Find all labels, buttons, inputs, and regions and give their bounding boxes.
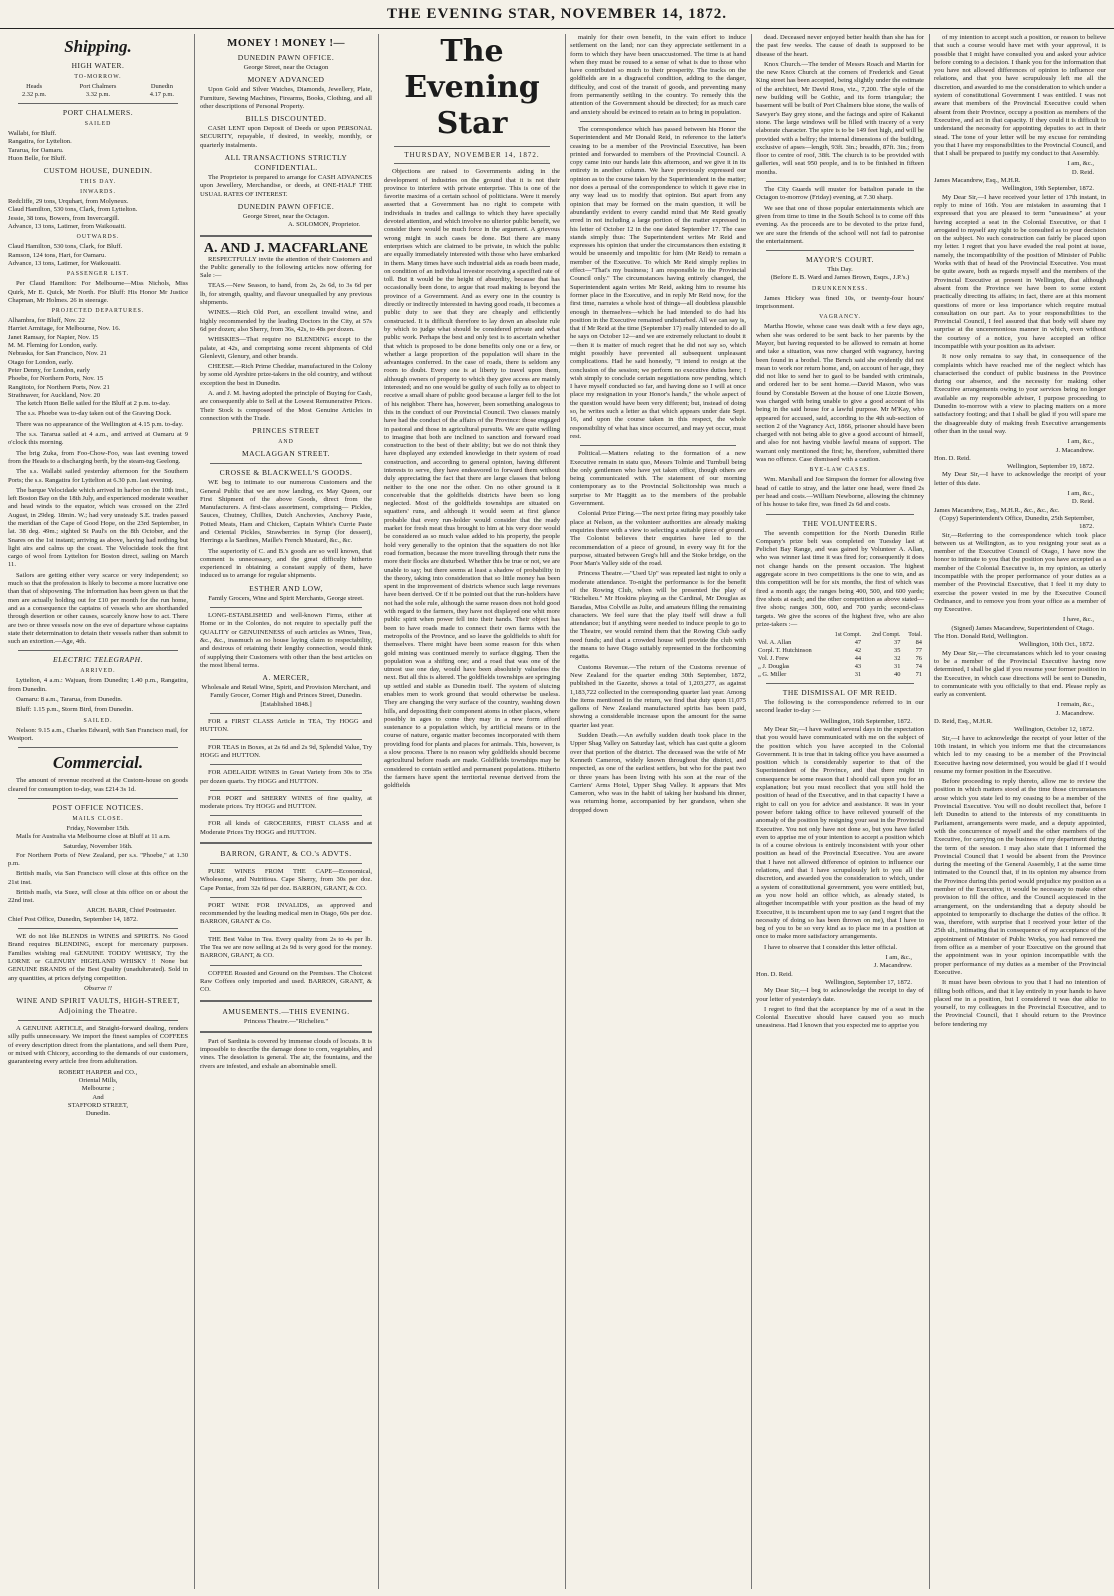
wine-vaults: WINE AND SPIRIT VAULTS, HIGH-STREET, Adjoining the Theatre. [16,996,180,1016]
letter-signature: I am, &c., [1067,490,1094,498]
letter-text: Sir,—Referring to the correspondence which took place between us at Wellington, as to you resigning your seat as a member of the Executive Council of Otago, I have now the honor to intimate to you that the position you have accepted as a member of the Colonial Executive is, in my opinion, as utterly incompatible with the proper performance of your duties as a member of the Provincial Executive, that I feel it my duty to exercise the power vested in me by the Executive Council Ordinance, and to remove you from your office as a member of my Executive. [934,531,1106,614]
macfarlane-text: RESPECTFULLY invite the attention of their Customers and the Public generally to the following articles now offering for Sale :— [200,255,372,280]
tide-table [8,83,188,99]
harper-line: Oriental Mills, [78,1076,118,1084]
mail-item: Friday, November 15th. [66,824,130,832]
letter-text: My Dear Sir,—I beg to acknowledge the receipt to day of your letter of yesterday's date. [756,987,924,1003]
table-row [756,671,924,679]
bylaw-head: BYE-LAW CASES. [809,467,871,474]
barron-ad: THE Best Value in Tea. Every quality from 2s to 4s per lb. The Tea we are now selling at 2s 9d is very good for the money. BARRON, GRANT, & CO. [200,935,372,960]
shipping-news: The barque Velocidade which arrived in harbor on the 10th inst., left Boston Bay on the 18th July, and experienced moderate weather and head winds to the equator, which was crossed on the 23rd August, in 29deg. 18min. W.; had very unsteady S.E. trades passed the meridian of the Cape of Good Hope, on the 23rd September, in lat. 38 deg. 49m.; sighted St Paul's on the 8th October, and the Snares on the 1st instant; arriving as above, having had nothing but light airs and calms up the coast. The Velocidade took the first cargo of wool from Lyttelton for Boston direct, sailing on March 11. [8,486,188,569]
projected-item: Harriet Armitage, for Melbourne, Nov. 16. [8,325,121,333]
letter-date: Wellington, 19th September, 1872. [1002,185,1094,193]
vagrancy-text: Martha Howie, whose case was dealt with a few days ago, when she was ordered to be sent back to her parents by the Mayor, but having requested to be allowed to remain at home and take a situation, was now charged with vagrancy, having been found in a brothel. The Bench said she evidently did not mean to work nor return home, and, on account of her age, they did not like to send her to gaol to be banded with criminals, and ordered her to be sent home.—David Mason, who was found by Constable Bowen at the house of one Lizzie Bowen, was charged with being unable to give a good account of his being in the said house for a lawful purpose. Mr M'Kay, who appeared for accused, said, according to the 4th sub-section of section 2 of the Vagrancy Act, 1866, prisoner should have been charged with not being able to give a good account of himself, and also for not having visible lawful means of support. The warrant only mentioned the first; he, therefore, submitted there was no offence. Case dismissed with a caution. [756,323,924,464]
projected-item: Phoebe, for Northern Ports, Nov. 15 [8,375,104,383]
letter-addressee: The Hon. Donald Reid, Wellington. [934,633,1029,641]
column-rule [929,34,930,1589]
arrived-item: Oamaru: 8 a.m., Tararua, from Dunedin. [16,696,123,704]
post-date: Chief Post Office, Dunedin, September 14, 1872. [8,915,138,923]
port-chalmers-head: PORT CHALMERS. [62,108,134,117]
harper-line: And [92,1093,104,1101]
projected-item: Strathnaver, for Auckland, Nov. 20 [8,391,101,399]
harper-line: STAFFORD STREET, [67,1101,129,1109]
crosse-text: The superiority of C. and B.'s goods are so well known, that comment is unnecessary, and the great difficulty hitherto experienced in obtaining a constant supply of them, have induced us to arrange for regular shipments. [200,547,372,580]
projected-item: Peter Denny, for London, early [8,366,90,374]
tide-time: 3.32 p.m. [85,91,111,98]
commercial-text: The amount of revenue received at the Custom-house on goods cleared for consumption to-day, was £214 3s 1d. [8,777,188,793]
letter-date: Wellington, September 19, 1872. [1006,463,1094,471]
drunkenness-head: DRUNKENNESS. [812,285,868,292]
sailed-item: Tararua, for Oamaru. [8,146,64,154]
news-paragraph: Princess Theatre.—"Used Up" was repeated last night to only a moderate attendance. To-night the performance is for the benefit of the Rowing Club, when will be presented the play of "Richelieu." Mr Hoskins playing as the Cardinal, Mr Douglas as Baradas, Miss Colville as Julie, and amateurs filling the remaining characters. We feel sure that the play itself will draw a full attendance; but if anything were needed to induce people to go to the Theatre, we would remind them that the Rowing Club sadly need funds; and that a crowded house will provide the club with the means to have Otago suitably represented in the forthcoming regatta. [570,570,746,661]
shipping-news: The brig Zuka, from Foo-Chow-Foo, was last evening towed from the Heads to a discharging berth, by the steam-tug Geelong. [8,449,188,465]
dismissal-head: THE DISMISSAL OF MR REID. [782,688,898,698]
letter-signature: I have, &c., [1063,616,1094,624]
crosse-text: WE beg to intimate to our numerous Customers and the General Public that we are now landing, ex May Queen, our First Shipment of the above Goods, direct from the Manufacturers. A first-class assortment, comprising— Pickles, Sauces, Chutney, Chillies, Dutch Anchovies, Anchovy Paste, Potted Meats, Ham and Chicken, Captain White's Currie Paste and Oriental Pickles, Strawberries in Syrup (for dessert), Herrings a la Sardines, Maille's French Mustard, &c., &c. [200,479,372,545]
pawn-address: George Street, near the Octagon. [242,212,330,220]
letter-text: My Dear Sir,—I have waited several days in the expectation that you would have communicated with me on the subject of the position which you have accepted in the Colonial Government. It is true that in taking office you have assumed a position which is considerably superior to that of the Superintendent of the Province, and that there might in consequence be some reason that I should call upon you for an explanation; but you must recollect that you still hold the position of head of the Executive, and in that capacity I have a right to call on you for advice and assistance. It was in your power before taking office to have relieved yourself of the anomaly of the position by resigning your seat in the Provincial Executive. You not only have not done so, but you have failed even to apprise me of your intention to accept a position which is of a course obvious is entirely inconsistent with your other position as head of the Provincial Executive. You are aware that I have not allowed difference of opinion to influence our relations, and that I have scrupulously left to you all the discretion, and awarded you the consideration to which, under a system of constitutional government, you were entitled; but, as you now hold an office which, as already stated, is altogether incompatible with your position as the head of my Executive, it is incumbent upon me to say (and I regret that the necessity of doing so has been thrown on me), that I have to beg of you to be so very kind as to place me in a position at once to make more satisfactory arrangements. [756,726,924,941]
esther-low-desc: Family Grocers, Wine and Spirit Merchants, George street. [208,594,364,602]
tomorrow-label: TO-MORROW. [74,74,122,80]
score-cell: 44 [854,655,862,663]
letter-addressee: James Macandrew, Esq., M.H.R., &c., &c., &c. [934,506,1060,514]
score-cell: 31 [854,671,862,679]
score-cell: 40 [894,671,901,679]
letter-signature: I am, &c., [885,954,912,962]
score-cell: 77 [915,647,922,655]
projected-item: Janet Ramsay, for Napier, Nov. 15 [8,333,99,341]
letter-addressee: James Macandrew, Esq., M.H.R. [934,177,1021,185]
letter-text: Before proceeding to reply thereto, allow me to review the position in which matters stood at the time those circumstances arose which you state led to my ceasing to be a member of the Provincial Executive. You will no doubt recollect that, before I left Dunedin to attend to the interests of my constituents in Parliament, arrangements were made, and a deputy appointed, with the concurrence of myself and the other members of the Executive, for carrying on the business of my department during the term of the session. I may also state that I informed the Provincial Council that I would be absent from the Province during the meeting of the General Assembly, I at the same time intimated to the Council that, if in its opinion my absence from the Province during this period would prejudice my position as a member of the Executive, it would be necessary to make other provision to fill the office, and the Council acquiesced in the arrangement, on the understanding that a deputy should be appointed to temporarily to discharge the duties of the office. It was, therefore, with surprise that I received your letter of the 25th ult., intimating that in consequence of my acceptance of the appointment of Minister of Public Works, you had removed me from office as a member of your Executive on the ground that the appointment was in your opinion incompatible with the proper performance of my duties as a member of the Provincial Executive. [934,778,1106,976]
table-row [756,655,924,663]
masthead: THE EVENING STAR, NOVEMBER 14, 1872. [0,6,1114,29]
mail-item: British mails, via San Francisco will close at this office on the 21st inst. [8,870,188,886]
macfarlane-item: CHEESE.—Rich Prime Cheddar, manufactured in the Colony by some old Ayrshire prize-takers in the old country, and without exception the best in Dunedin. [200,363,372,387]
news-paragraph: The correspondence which has passed between his Honor the Superintendent and Mr Donald Reid, in reference to the latter's ceasing to be a member of the Provincial Executive, has been printed and forwarded to members of the Provincial Council. A copy came into our hands late this afternoon, and we give it in its entirety in another column. We have previously expressed our opinion as to the course taken by the Superintendent in the matter; nor does a perusal of the correspondence to which it gave rise in any way lead us to modify that opinion. But apart from any opinion that may be formed on the main question, it will be abundantly evident to every candid mind that Mr Reid greatly erred in not including a large portion of the matter expressed in his letter of October 12 in the one dated September 17. The case stands simply thus: The Superintendent writes Mr Reid and expresses his opinion that under the circumstances then existing it would be unseemly and impolitic for him (Mr Reid) to remain a member of the Executive. To which Mr Reid simply replies in effect—"That's my business; I am responsible to the Provincial Council only." The circumstances having entirely changed, the Superintendent again writes Mr Reid, asking him to resume his former place in the Executive, and in reply Mr Reid now, for the first time, narrates a whole host of things—all doubtless plausible enough in themselves—which he had intended to do had his position in the Executive remained undisturbed. All we can say is, that if Mr Reid at the time (September 17) really intended to do all he says on October 12—and we are extremely reluctant to doubt it—then it is matter of much regret that he did not say so, which might possibly have prevented all subsequent unpleasant complications. Had he said honestly, "I intend to resign at the conclusion of the session; we perform no executive duties here; I wish simply to conclude certain negotiations now pending, which I have myself conducted so far, and having done so I will at once place my resignation in your Honor's hands," the whole aspect of the question would have been very different; but, instead of doing so, he writes such a letter as that which appears under date Sept. 16, and upon the course taken in this respect, the whole responsibility of what has since occurred, and may yet occur, must rest. [570,125,746,440]
hogg-ad: FOR ADELAIDE WINES in Great Variety from 30s to 35s per dozen quarts. Try HOGG and HUTTON. [200,769,372,785]
crosse-head: CROSSE & BLACKWELL'S GOODS. [219,468,353,478]
esther-low: ESTHER AND LOW, [249,583,323,593]
leader-paragraph: Objections are raised to Governments aiding in the development of industries on the ground that it is not their province to interfere with private enterprise. This is one of the favorite maxims of a certain school of politicians. Were it merely asserted that a Government has no right to compete with individuals in trades and callings to which they have specially devoted attention, and which involve no ulterior public benefit, we consider there would be much force in the argument. A grievous wrong might in such cases be done. But there are many enterprises which are claimed to be private, in which the public are equally immediately interested with those who have embarked in them. Many times have such industrial aids as roads been made, on condition of an individual investor receiving a specified rate of toll. But it would be the height of absurdity, because that has occasionally been done, to argue that road making is beyond the province of a Government. And as every one in the country is directly or indirectly interested in having good roads, it becomes a public duty to see that they are cheaply and efficiently constructed. It is difficult therefore to lay down an absolute rule by which to judge what should be considered private and what public work. Perhaps the best and only test is to ascertain whether that which is proposed to be done benefits only one or a few, or whether a large proportion of the population will share in the advantages conferred. In the case of roads, there is seldom any room to doubt. Every one is at liberty to travel upon them, although owners of property to which they give access are mainly interested; and no one would be guilty of such folly as to object to receive a small share of public good because a larger fell to the lot of his neighbor. There has, however, been something analogous to this in the conduct of our Provincial Council. Two classes mainly have had the conduct of the affairs of the Province: those engaged in pastoral and those in agricultural pursuits. We are quite willing to imagine that both are inclined to sanction and forward road construction to the best of their ability; but we do not think they have displayed any extended knowledge in their system of road construction, and according to general opinion, having different interests to serve, they have endeavored to forward them without duly appreciating the fact that there are large classes that belong neither to the one nor the other. On no other ground is it conceivable that the goldfields districts have been so long neglected. Most of the goldfields townships are situated on squatters' runs, and although it would seem at first glance probable that every run-holder would consider that the ready market for fresh meat thus brought to him at his very door would be considered as so much value added to his property, the people hold very generally to the opinion that the squatters do not like road formation, because the more travelling through their runs the more their flocks are disturbed. Whether this be true or not, we are unable to say; but there seems at least a shadow of probability in the theory, taking into consideration that so little money has been spent in the improvement of districts whence such large revenues have been derived. Or if it be pointed out that the run-holders have not had the sole rule, although the same reason does not hold good with regard to the farmers, they have not displayed one whit more public spirit when power fell into their hands. Their object has been to have roads made to connect their own farms with the metropolis of the Province, and so leave the goldfields to shift for themselves. There might have been some reason for this when gold mining was continued merely to surface digging. Then the population was a shifting one; and a road that was one of the utmost use one day, would have been absolutely valueless the next. But all this is altered. The goldfields townships are springing up settled and stable as Dunedin itself. The system of sluicing enables men to work ground that would otherwise be useless. They are changing the very surface of the country, washing down hills, and depositing their component atoms in other places, where possibly in ages to come they may in a new form afford sustenance to a population which, by artificial means or in the course of nature, organic matter becomes incorporated with them providing food for plants and places for animals. This, however, is a slow process. There is no reason why goldfields should become agricultural before roads are made. Goldfields townships may be considered to contain settled and permanent populations. Hitherto the farmers have spent the territorial revenue derived from the goldfields [384,168,560,790]
mercer-text: LONG-ESTABLISHED and well-known Firms, either at Home or in the Colonies, do not require to specially puff the QUALITY or GENUINENESS of such articles as Wines, Teas, &c., &c., inasmuch as no house laying claim to respectability, and desirous of retaining their lengthy connection, would think of supplying their Customers with other than the best articles on the most liberal terms. [200,612,372,669]
scores-header: 1st Compt. [834,632,862,639]
all-transactions: ALL TRANSACTIONS STRICTLY CONFIDENTIAL. [224,153,348,173]
scores-header [756,631,826,639]
post-office-head: POST OFFICE NOTICES. [52,802,144,812]
commercial-title: Commercial. [52,753,144,773]
letter-text: I regret to find that the acceptance by me of a seat in the Colonial Executive should have caused you so much uneasiness. Had I known that you expected me to apprise you [756,1005,924,1030]
letter-text: My Dear Sir,—I have to acknowledge the receipt of your letter of this date. [934,471,1106,487]
column-rule [565,34,566,1589]
shipping-news: The s.s. Phoebe was to-day taken out of the Graving Dock. [16,410,172,418]
macfarlane-item: WINES.—Rich Old Port, an excellent invalid wine, and highly recommended by the leading Doctors in the City, at 57s 6d per dozen; also Sherry, from 36s, 42s, to 48s per dozen. [200,309,372,333]
shipping-news: Sailors are getting either very scarce or very independent; so much so that the profession is likely to become a more lucrative one than that of shipowning. The information has been given us that the men are actually holding out for £10 per month for the run home, and as a consequence the captains of vessels who are shorthanded through desertion or other causes, scarcely know how to act. There are two or three vessels now on the eve of departure whose captains state their determination to detain their vessels rather than submit to such an extortion.—Age, 4th. [8,571,188,646]
news-paragraph: Colonial Prize Firing.—The next prize firing may possibly take place at Nelson, as the volunteer authorities are already making enquiries there with a view to selecting a suitable piece of ground. The Colonist believes their enquiries have led to the recommendation of a piece of ground, in every way fit for the purpose, situated between Greg's hill and the Stoke bridge, on the Poor Man's Valley side of the road. [570,510,746,568]
harper-line: Melbourne ; [81,1085,115,1093]
projected-item: Otago for London, early. [8,358,74,366]
hogg-ad: FOR TEAS in Boxes, at 2s 6d and 2s 9d, Splendid Value, Try HOGG and HUTTON. [200,743,372,759]
tide-place: Dunedin [150,83,173,90]
letter-signature: I am, &c., [1067,438,1094,446]
drunkenness-text: James Hickey was fined 10s, or twenty-four hours' imprisonment. [756,294,924,311]
score-cell: 74 [915,663,922,671]
locusts-text: Part of Sardinia is covered by immense clouds of locusts. It is impossible to describe the damage done to corn, vegetables, and vines. The desolation is general. The air, the fountains, and the rivers are infested, and exhale an abominable smell. [200,1037,372,1070]
news-paragraph: Customs Revenue.—The return of the Customs revenue of New Zealand for the quarter ending 30th September, 1872, published in the Gazette, shows a total of 1,203,277, as against 1,183,722 collected in the corresponding quarter last year. Among the items mentioned in the return, we find that duty upon 11,075 gallons of New Zealand manufactured spirits has been paid, showing a considerable increase upon the amount for the same quarter last year. [570,663,746,729]
mayors-court-head: MAYOR'S COURT. [806,255,874,265]
court-day: This Day. [827,266,853,274]
princes-street: PRINCES STREET [252,426,320,436]
arrived-item: Lyttelton, 4 a.m.: Wajuan, from Dunedin; 1.40 p.m., Rangatira, from Dunedin. [8,677,188,693]
money-advanced: MONEY ADVANCED [247,75,325,85]
cash-lent: CASH LENT upon Deposit of Deeds or upon PERSONAL SECURITY, repayable, if desired, in weekly, monthly, or quarterly instalments. [200,125,372,149]
letter-signature: J. Macandrew. [1055,446,1094,454]
column-rule [378,34,379,1589]
outwards-item: Ramson, 124 tons, Hart, for Oamaru. [8,251,106,259]
column-local [756,34,924,1589]
dismissal-intro: The following is the correspondence referred to in our second leader to-day :— [756,699,924,715]
inwards-item: Advance, 13 tons, Latimer, from Waikouaiti. [8,223,126,231]
barron-ad: PORT WINE FOR INVALIDS, as approved and recommended by the leading medical men in Otago, 60s per doz. BARRON, GRANT & Co. [200,901,372,926]
high-water-head: HIGH WATER. [71,61,125,70]
projected-item: Rangitoto, for Northern Ports, Nov. 21 [8,383,110,391]
inwards-item: Redcliffe, 29 tons, Urquhart, from Molyneux. [8,198,129,206]
volunteers-head: THE VOLUNTEERS. [802,518,878,528]
table-row [756,663,924,671]
news-paragraph: Political.—Matters relating to the formation of a new Executive remain in statu quo, Messrs Tolmie and Turnbull being the only gentlemen who have yet taken office, though others are being communicated with. The statement of our morning contemporary as to the Provincial Solicitorship was much a surprise to Mr Haggitt as to the members of the probable Government. [570,450,746,508]
proprietor-text: The Proprietor is prepared to arrange for CASH ADVANCES upon Jewellery, Merchandise, or deeds, at ONE-HALF THE USUAL RATES OF INTEREST. [200,174,372,198]
this-day: THIS DAY. [79,179,117,186]
mail-item: Saturday, November 16th. [63,843,133,851]
letter-signature: D. Reid. [1071,168,1094,176]
letter-text: My Dear Sir,—The circumstances which led to your ceasing to be a member of the Provincial Executive having now determined, I shall be glad if you resume your former position in the Executive, in which case directions will be sent to Dunedin, to communicate with you officially to that end. Please reply as early as convenient. [934,649,1106,699]
tsailed-item: Nelson: 9.15 a.m., Charles Edward, with San Francisco mail, for Westport. [8,726,188,742]
projected-head: PROJECTED DEPARTURES. [51,308,145,315]
observe: Observe !! [83,984,112,992]
shipping-news: The s.s. Tararua sailed at 4 a.m., and arrived at Oamaru at 9 o'clock this morning. [8,431,188,447]
score-cell: „ G. Miller [758,671,787,679]
mails-close: MAILS CLOSE. [72,815,124,822]
theatre-line: Princess Theatre.—"Richelieu." [243,1017,329,1025]
scores-table [756,631,924,679]
bills-discounted: BILLS DISCOUNTED. [245,114,327,124]
barron-ad: COFFEE Roasted and Ground on the Premises. The Choicest Raw Coffees only imported and used. BARRON, GRANT, & CO. [200,969,372,994]
score-cell: 32 [894,655,901,663]
genuine-ad: A GENUINE ARTICLE, and Straight-forward dealing, renders silly puffs unnecessary. We import the finest samples of COFFEES of every description direct from the plantations, and sell them Pure, or mixed with Chicory, according to the demands of our customers, guaranteeing every article free from adulteration. [8,1025,188,1066]
macfarlane-foot: A. and J. M. having adopted the principle of Buying for Cash, are consequently able to Sell at the Lowest Remunerative Prices. Their Stock is composed of the Most Genuine Articles in connection with the Trade. [200,390,372,422]
issue-date: THURSDAY, NOVEMBER 14, 1872. [404,151,540,159]
sailed-item: Rangatira, for Lyttelton. [8,138,72,146]
arrived-item: Bluff: 1.15 p.m., Storm Bird, from Dunedin. [16,706,134,714]
score-cell: 76 [915,655,922,663]
letter-copy-head: (Copy) Superintendent's Office, Dunedin, 25th September, 1872. [939,514,1094,531]
knox-church: Knox Church.—The tender of Messrs Roach and Martin for the new Knox Church at the corners of Frederick and Great King street has been accepted, being slightly under the estimate of the architect, Mr David Ross, viz., 7,200. The style of the new building will be Gothic, and its form triangular; the basement will be built of Port Chalmers blue stone, the walls of Sawyer's Bay grey stone, and the facings and spire of Kakanui stone. The large windows will be filled with tracery of a very elaborate character. The spire is to be 149 feet high, and will be provided with a belfry; the internal dimensions of the building, exclusive of apses—length, 93ft. 3in.; breadth, 87ft. 3in.; from floor to centre of roof, 38ft. The church is to be provided with galleries, will seat 950 people, and is to be finished in fifteen months. [756,60,924,176]
projected-item: M. M. Fleming for London, early. [8,342,98,350]
inwards-item: Claud Hamilton, 530 tons, Clark, from Lyttelton. [8,206,138,214]
score-cell: 84 [915,639,922,647]
city-guards: The City Guards will muster for battalion parade in the Octagon to-morrow (Friday) evening, at 7.30 sharp. [756,186,924,202]
inwards-item: Jessie, 38 tons, Bowers, from Invercargill. [8,214,120,222]
letter-signature: (Signed) James Macandrew, Superintendent of Otago. [951,624,1094,632]
letter-text: My Dear Sir,—I have received your letter of 17th instant, in reply to mine of 16th. You are mistaken in assuming that I expressed that you are pleased to term "uneasiness" at your having accepted a seat in the Colonial Executive, or that I arrogated to myself any right to be consulted as to your decision on the subject. No such construction can fairly be placed upon my letter. I regret that you have evaded the real point at issue, namely, the incompatibility of the position of Minister of Public Works with that of head of the Provincial Executive. You must be quite aware, both as regards myself and the members of the Provincial Executive at present in Wellington, that although absent from the Province we have been to some extent practically directing its affairs; in fact, there are at this moment questions of more or less importance which require mutual consultation on our part. As to your responsibilities to the Provincial Council, I feel assured that that body will share my surprise at the unceremonious manner in which, even without the courtesy of a notice, you have accepted an office incompatible with your position as its adviser. [934,193,1106,350]
postmaster: ARCH. BARR, Chief Postmaster. [86,907,176,915]
column-rule [194,34,195,1589]
custom-house-head: CUSTOM HOUSE, DUNEDIN. [43,166,153,176]
outwards-head: OUTWARDS. [76,234,120,241]
and-word: AND [278,439,294,446]
barron-head: BARRON, GRANT, & CO.'s ADVTS. [220,849,352,858]
shipping-news: The s.s. Wallabi sailed yesterday afternoon for the Southern Ports; the s.s. Rangatira for Lyttelton at 6.30 p.m. last evening. [8,468,188,484]
projected-item: Alhambra, for Bluff, Nov. 22 [8,317,85,325]
tide-place: Heads [26,83,43,90]
inwards-head: INWARDS. [80,189,116,196]
shipping-title: Shipping. [64,37,132,56]
amusements-head: AMUSEMENTS.—THIS EVENING. [222,1006,350,1016]
column-news [570,34,746,1589]
mail-item: Mails for Australia via Melbourne close at Bluff at 11 a.m. [16,833,171,841]
volunteers-text: The seventh competition for the North Dunedin Rifle Company's prize belt was completed on Tuesday last at Pelichet Bay Range, and was gained by Volunteer A. Allan, who was winner last time it was fired for; consequently it does not change hands on the present occasion. The highest aggregate score in two competitions is the one to win, and as this competition will be for six months, the first of which was fired a month ago; the ranges being 400, 500, and 600 yards; five shots at each; and the other competition as above stated—five shots; ranges 300, 600, and 700 yards; second-class targets. We give the scores of the highest five, who are also prize-takers :— [756,529,924,628]
letter-text: It now only remains to say that, in consequence of the complaints which have reached me of the neglect which has characterised the conduct of public business in the Province during our absence, and the necessity for making other Executive arrangements owing to your services being no longer available as my responsible adviser, I purpose proceeding to Dunedin to-morrow with a view to placing matters on a more satisfactory footing; and that I shall be glad if you will spare me the disagreeable duty of making fresh Executive arrangements other than in the usual way. [934,353,1106,435]
letter-date: Wellington, 16th September, 1872. [820,717,912,725]
whisky-ad: WE do not like BLENDS in WINES and SPIRITS. No Good Brand requires BLENDING, except for mercenary purposes. Families wishing real GENUINE TODDY WHISKY, Try the LORNE or GLENURY HIGHLAND WHISKY !! None but GENUINE BRANDS of the Best Quality (unadulterated). Sold in any quantities, at prices defying competition. [8,933,188,982]
hogg-ad: FOR PORT and SHERRY WINES of fine quality, at moderate prices. Try HOGG and HUTTON. [200,794,372,811]
established: [Established 1848.] [260,700,312,708]
hogg-ad: FOR a FIRST CLASS Article in TEA, Try HOGG and HUTTON. [200,718,372,734]
tide-place: Port Chalmers [79,83,117,90]
macfarlane-item: WHISKIES—That require no BLENDING except to the palate, at 42s, and comprising some recent shipments of Old Glenlevit, Glenury, and other brands. [200,336,372,360]
letter-text: I have to observe that I consider this letter official. [764,943,898,951]
telegraph-title: ELECTRIC TELEGRAPH. [53,655,143,665]
table-row [756,647,924,655]
scores-header: Total. [908,632,922,639]
sailed-head: SAILED [84,121,112,127]
money-text: Upon Gold and Silver Watches, Diamonds, Jewellery, Plate, Furniture, Sewing Machines, Firearms, Books, Clothing, and all other descriptions of Personal Property. [200,86,372,110]
column-leader [384,34,560,1589]
macfarlane-item: TEAS.—New Season, to hand, from 2s, 2s 6d, to 3s 6d per lb, for strength, quality, and flavour unequalled by any previous shipments. [200,282,372,307]
tide-time: 4.17 p.m. [149,91,174,98]
letter-addressee: Hon. D. Reid. [756,970,793,978]
pawn-address: George Street, near the Octagon [243,64,329,71]
score-cell: 42 [854,647,862,655]
nameplate: The Evening Star [404,34,540,141]
column-correspondence [934,34,1106,1589]
score-cell: 71 [915,671,922,679]
pawn-office: DUNEDIN PAWN OFFICE. [237,201,335,211]
letter-signature: D. Reid. [1071,498,1094,506]
score-cell: Corpl. T. Hutchinson [758,647,812,655]
letter-text: It must have been obvious to you that I had no intention of filling both offices, and that it lay entirely in your hands to have placed me in a position, but I considered it was due alike to yourself, to my colleagues in the Provincial Executive, and to the Provincial Council, that I should return to the Province before tendering my [934,979,1106,1028]
news-paragraph: mainly for their own benefit, in the vain effort to induce settlement on the land; nor can they appreciate settlement in a form to which they have been unaccustomed. The time is at hand when they must be roused to a sense of what is due to those who have contributed so much to their prosperity. The tracks on the goldfields are in a disgraceful condition, adding to the danger, difficulty, and cost of the transit of goods, and preventing many from permanently settling in the country. To remedy this the attention of the Government should be directed; for as much care and anxiety should be evinced to retain as to bring in population. [570,34,746,116]
score-cell: 47 [854,639,862,647]
mercer: A. MERCER, [262,673,310,683]
letter-signature: J. Macandrew. [873,962,912,970]
barron-ad: PURE WINES FROM THE CAPE—Economical, Wholesome, and Nutritious. Cape Sherry, from 30s per doz. Cape Pontac, from 32s 6d per doz. BARRON, GRANT, & CO. [200,868,372,892]
mail-item: For Northern Ports of New Zealand, per s.s. "Phoebe," at 1.30 p.m. [8,851,188,867]
score-cell: „ J. Douglas [758,663,790,671]
tsailed-head: SAILED. [83,717,113,724]
arrived-head: ARRIVED. [80,668,116,675]
column-rule [751,34,752,1589]
letter-signature: I remain, &c., [1057,701,1094,709]
table-row [756,639,924,647]
mercer-desc: Wholesale and Retail Wine, Spirit, and Provision Merchant, and Family Grocer, Corner High and Princes Street, Dunedin. [201,684,371,700]
letter-signature: J. Macandrew. [1055,709,1094,717]
letter-date: Wellington, October 12, 1872. [1013,726,1094,734]
letter-date: Wellington, September 17, 1872. [824,978,912,986]
mail-item: British mails, via Suez, will close at this office on or about the 22nd inst. [8,888,188,905]
letter-addressee: Hon. D. Reid. [934,454,971,462]
projected-item: Nebraska, for San Francisco, Nov. 21 [8,350,107,358]
score-cell: Vol. J. Frew [758,655,789,663]
bylaw-text: Wm. Marshall and Joe Simpson the former for allowing five head of cattle to stray, and the latter one head, were fined 2s per head and costs.—William Newborne, allowing the chimney of his house to take fire, was fined 2s 6d and costs. [756,476,924,509]
column-advertisements [200,34,372,1589]
pawn-office: DUNEDIN PAWN OFFICE. [237,53,335,62]
harper-line: ROBERT HARPER and CO., [58,1068,138,1076]
score-cell: 43 [854,663,862,671]
tide-time: 2.32 p.m. [22,91,47,98]
letter-text: of my intention to accept such a position, or reason to believe that such a course would have met with your approval, it is possible that I might have consulted you and asked your advice before coming to a decision. I thank you for the information that you have not allowed differences of opinion to influence our relations, and that you have scrupulously left me all the discretion, and awarded to me the consideration to which under a system of constitutional Government I was entitled. I was not aware that members of the Provincial Executive could when absent from their Province, occupy a position as members of the Executive, and act in that capacity. If they could it is difficult to understand the necessity for appointing deputies to act in their stead. The tone of your letter will be my excuse for reminding you that I have my responsibilities to the Provincial Council, and that I shall be prepared to justify my conduct to that Assembly. [934,34,1106,158]
sailed-item: Wallabi, for Bluff. [8,130,57,137]
harper-line: Dunedin. [85,1110,111,1118]
letter-addressee: D. Reid, Esq., M.H.R. [934,718,993,726]
money-head: MONEY ! MONEY !— [226,37,346,49]
shipping-news: The ketch Huon Belle sailed for the Bluff at 2 p.m. to-day. [16,400,170,408]
score-cell: 37 [894,639,901,647]
maclaggan-street: MACLAGGAN STREET. [242,449,330,459]
macfarlane-head: A. AND J. MACFARLANE [203,240,369,256]
letter-text: Sir,—I have to acknowledge the receipt of your letter of the 10th instant, in which you inform me that the circumstances which led to my ceasing to be a member of the Provincial Executive having now determined, you would be glad if I would resume my former position in the Executive. [934,734,1106,775]
outwards-item: Claud Hamilton, 530 tons, Clark, for Bluff. [8,243,123,251]
vagrancy-head: VAGRANCY. [819,314,861,321]
shipping-news: There was no appearance of the Wellington at 4.15 p.m. to-day. [16,420,184,428]
column-shipping [8,34,188,1589]
news-paragraph: Sudden Death.—An awfully sudden death took place in the Upper Shag Valley on Saturday last, which has cast quite a gloom over that portion of the district. The deceased was the wife of Mr Kenneth Cameron, widely known throughout the district, and respected, as one of the earliest settlers, but who for the past two or three years has been living with his son at the rear of the Carriers' Arms Hotel, Upper Shag Valley. It appears that Mrs Cameron, who was in the habit of taking her husband his dinner, was returning home, accompanied by her grandson, when she dropped down [570,732,746,814]
passenger-list: Per Claud Hamilton: For Melbourne—Miss Nichols, Miss Quirk, Mr E. Quick, Mr North. For Bluff: His Honor Mr Justice Chapman, Mr Holmes. 26 in steerage. [8,280,188,304]
local-paragraph: dead. Deceased never enjoyed better health than she has for the past few weeks. The cause of death is supposed to be disease of the heart. [756,34,924,58]
solomon: A. SOLOMON, Proprietor. [288,221,360,229]
school-entertainment: We see that one of those popular entertainments which are given from time to time in the South School is to come off this evening. As the proceeds are to be devoted to the prize fund, we are sure the friends of the school will not fail to patronise the entertainment. [756,204,924,245]
score-cell: 31 [894,663,901,671]
letter-signature: I am, &c., [1067,160,1094,168]
court-before: (Before E. B. Ward and James Brown, Esqrs., J.P.'s.) [770,274,910,282]
scores-header: 2nd Compt. [872,632,901,639]
hogg-ad: FOR all kinds of GROCERIES, FIRST CLASS and at Moderate Prices Try HOGG and HUTTON. [200,820,372,836]
passenger-head: PASSENGER LIST. [66,271,130,278]
letter-date: Wellington, 10th Oct., 1872. [1018,641,1094,649]
score-cell: 35 [894,647,901,655]
sailed-item: Huon Belle, for Bluff. [8,154,67,162]
score-cell: Vol. A. Allan [758,639,792,647]
outwards-item: Advance, 13 tons, Latimer, for Waikouaiti. [8,259,121,267]
